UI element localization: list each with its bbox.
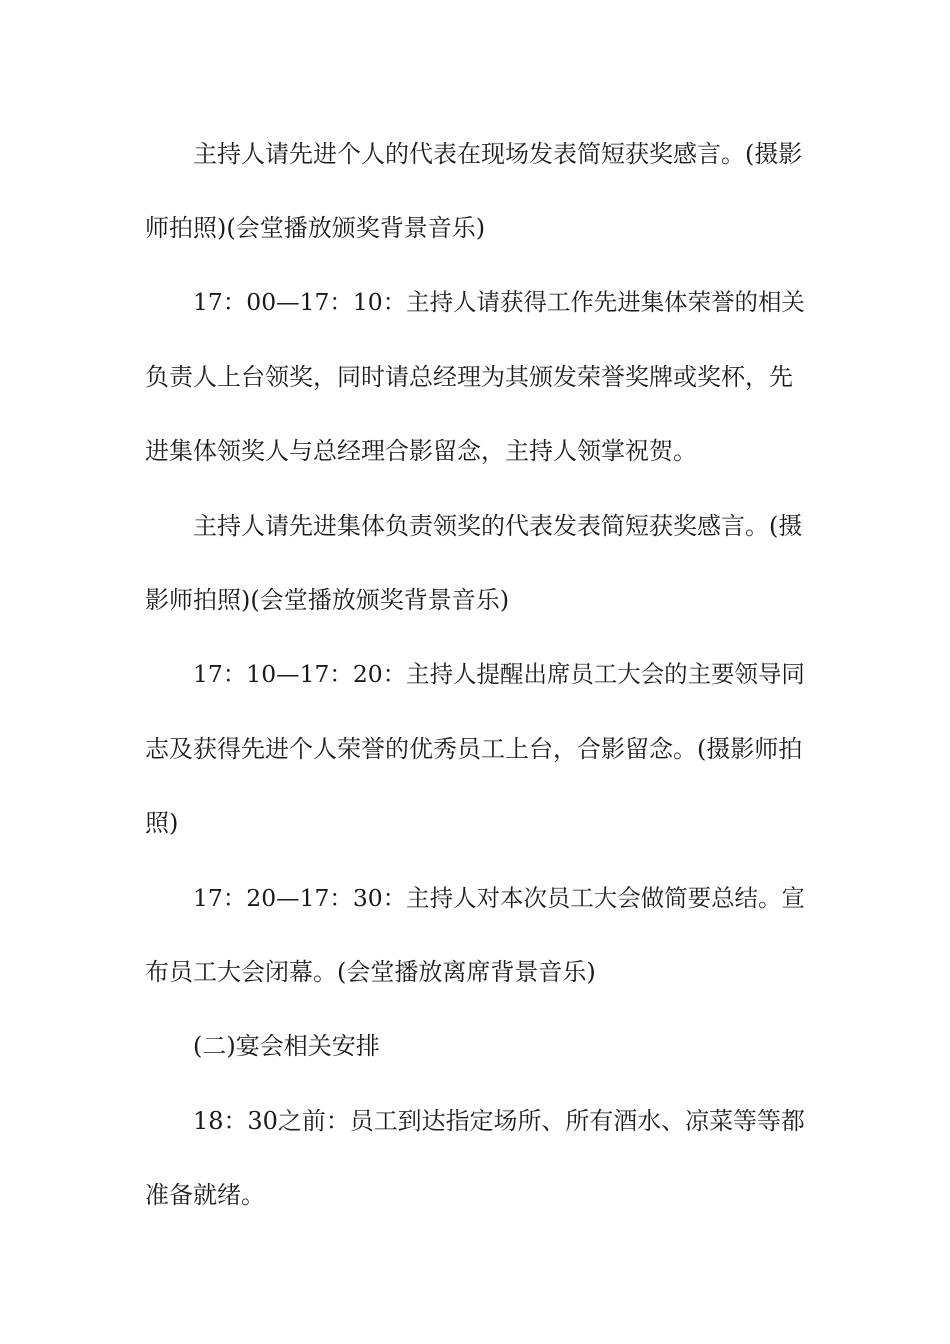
text-line-1: 主持人请先进个人的代表在现场发表简短获奖感言。(摄影: [193, 140, 803, 168]
text-line-8: 17：10—17：20：主持人提醒出席员工大会的主要领导同: [193, 660, 805, 688]
text-line-6: 主持人请先进集体负责领奖的代表发表简短获奖感言。(摄: [193, 512, 803, 540]
text-line-4: 负责人上台领奖，同时请总经理为其颁发荣誉奖牌或奖杯，先: [145, 363, 793, 391]
text-line-14: 18：30之前：员工到达指定场所、所有酒水、凉菜等等都: [193, 1107, 805, 1135]
text-line-7: 影师拍照)(会堂播放颁奖背景音乐): [145, 586, 510, 614]
text-line-9: 志及获得先进个人荣誉的优秀员工上台，合影留念。(摄影师拍: [145, 735, 803, 763]
text-line-12: 布员工大会闭幕。(会堂播放离席背景音乐): [145, 958, 596, 986]
text-line-10: 照): [145, 809, 179, 837]
text-line-2: 师拍照)(会堂播放颁奖背景音乐): [145, 214, 486, 242]
text-line-5: 进集体领奖人与总经理合影留念，主持人领掌祝贺。: [145, 437, 697, 465]
text-line-3: 17：00—17：10：主持人请获得工作先进集体荣誉的相关: [193, 288, 805, 316]
text-line-11: 17：20—17：30：主持人对本次员工大会做简要总结。宣: [193, 884, 805, 912]
text-line-15: 准备就绪。: [145, 1181, 265, 1209]
section-heading: (二)宴会相关安排: [193, 1032, 380, 1060]
